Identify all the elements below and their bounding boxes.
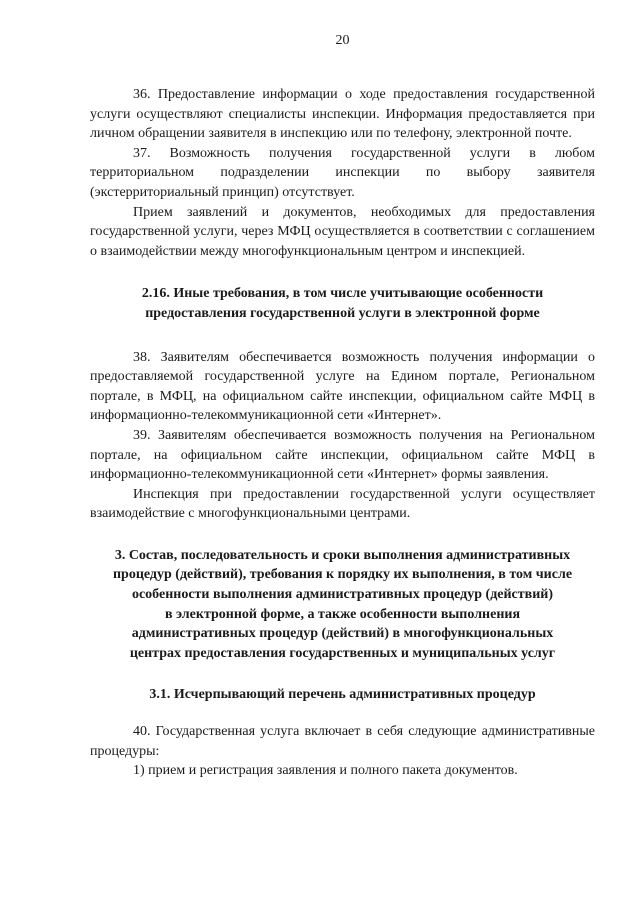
page-number: 20 [335,33,350,48]
heading-3-line: административных процедур (действий) в многофункциональных [131,626,554,642]
heading-2-16 [90,284,595,323]
heading-3-line: 3. Состав, последовательность и сроки выполнения административных [114,547,571,563]
heading-2-16-line: предоставления государственной услуги в электронной форме [145,305,540,321]
heading-3-1: 3.1. Исчерпывающий перечень административных процедур [149,687,536,703]
paragraph-mfc-interaction: Инспекция при предоставлении государственной услуги осуществляет взаимодействие с многофункциональными центрами. [90,486,595,522]
heading-3-line: центрах предоставления государственных и муниципальных услуг [129,645,556,661]
paragraph-37: 37. Возможность получения государственной услуги в любом территориальном подразделении инспекции по выбору заявителя (экстерриториальный принцип) отсутствует. [90,145,595,200]
paragraph-39: 39. Заявителям обеспечивается возможность получения на Региональном портале, на официальном сайте инспекции, официальном сайте МФЦ в информационно-телекоммуникационной сети «Интернет» формы заявления. [90,427,595,483]
paragraph-38: 38. Заявителям обеспечивается возможность получения информации о предоставляемой государственной услуге на Едином портале, Региональном портале, в МФЦ, на официальном сайте инспекции, официальном сайте МФЦ в информационно-телекоммуникационной сети «Интернет». [90,349,595,424]
paragraph-mfc-reception: Прием заявлений и документов, необходимых для предоставления государственной услуги, через МФЦ осуществляется в соответствии с соглашением о взаимодействии между многофункциональным центром и инспекцией. [90,204,595,259]
heading-3-line: особенности выполнения административных процедур (действий) [131,587,554,603]
heading-3 [90,546,595,664]
paragraph-40: 40. Государственная услуга включает в себя следующие административные процедуры: [90,724,595,759]
heading-3-line: в электронной форме, а также особенности выполнения [164,606,521,622]
list-item-1: 1) прием и регистрация заявления и полного пакета документов. [133,763,518,779]
heading-2-16-line: 2.16. Иные требования, в том числе учитывающие особенности [141,286,544,302]
heading-3-line: процедур (действий), требования к порядку их выполнения, в том числе [112,567,573,583]
paragraph-36: 36. Предоставление информации о ходе предоставления государственной услуги осуществляют специалисты инспекции. Информация предоставляется при личном обращении заявителя в инспекцию или по телефону, электронной почте. [90,87,595,142]
